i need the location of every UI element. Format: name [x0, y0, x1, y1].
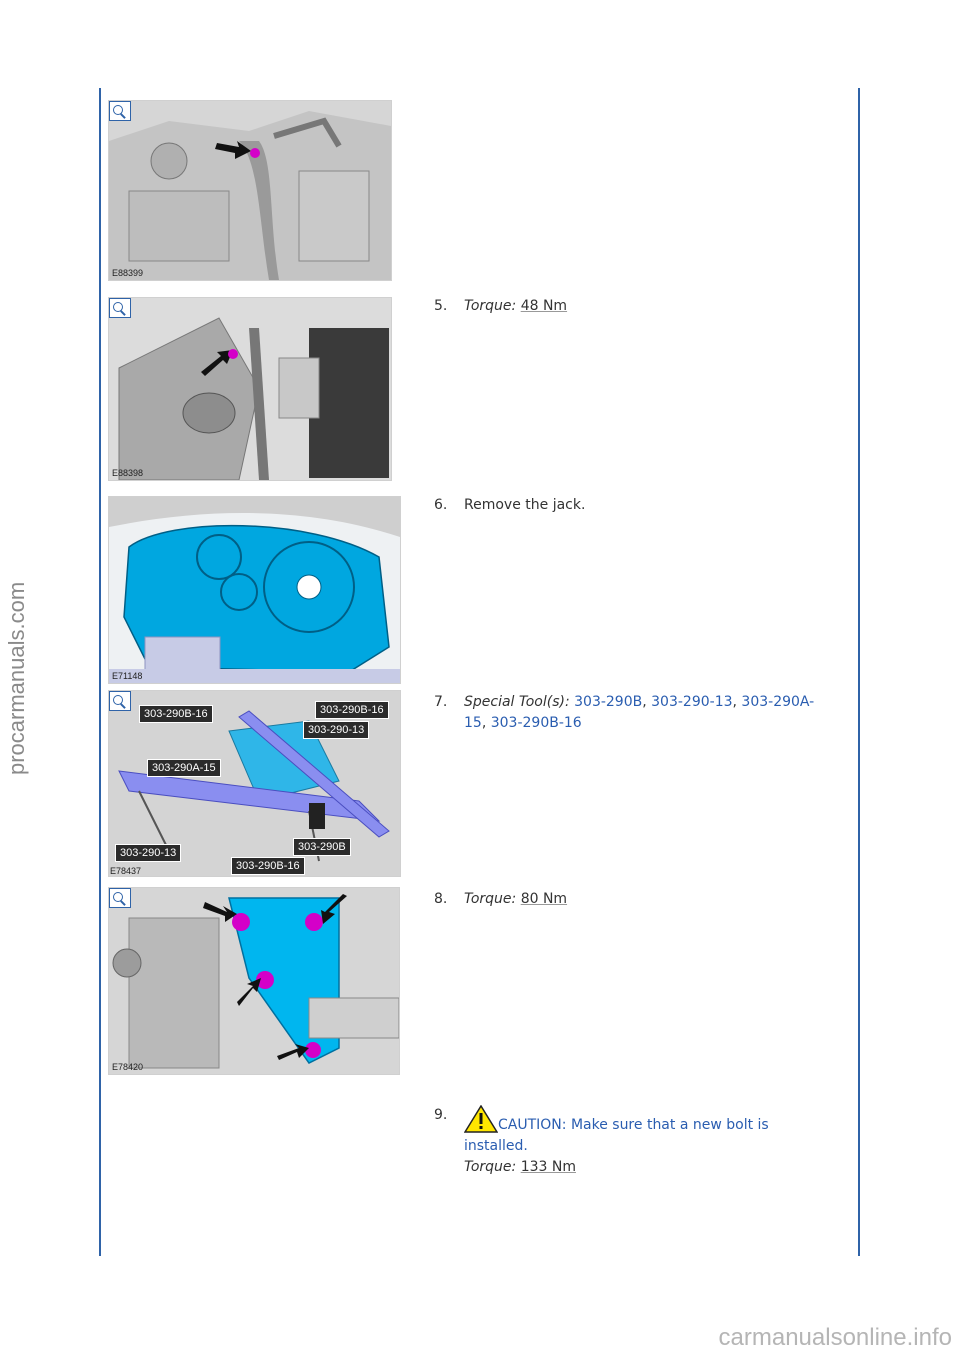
separator: ,	[481, 715, 487, 731]
figure-label: E78437	[110, 866, 142, 876]
figure-label: E88399	[112, 268, 144, 278]
step-5	[434, 296, 824, 317]
special-tools-label: Special Tool(s):	[464, 694, 570, 710]
tool-tag: 303-290B	[293, 838, 351, 856]
side-watermark: procarmanuals.com	[4, 581, 29, 775]
step-number: 8.	[434, 891, 448, 907]
figure-e88399	[108, 100, 392, 281]
tool-tag: 303-290B-16	[231, 857, 305, 875]
left-margin-rule	[99, 88, 101, 1256]
transmission-illustration	[109, 298, 391, 480]
figure-e71148	[108, 496, 401, 684]
figure-label: E71148	[112, 671, 143, 681]
torque-value: 80 Nm	[520, 891, 568, 907]
separator: ,	[642, 694, 647, 710]
right-margin-rule	[858, 88, 860, 1256]
torque-label: Torque:	[464, 891, 517, 907]
tool-tag: 303-290-13	[303, 721, 369, 739]
figure-e88398	[108, 297, 392, 481]
figure-e78437	[108, 690, 401, 877]
torque-label: Torque:	[464, 1159, 517, 1175]
step-number: 5.	[434, 298, 448, 314]
step-number: 6.	[434, 497, 448, 513]
tool-link-303-290a-15[interactable]: 303-290A-15	[464, 694, 815, 731]
figure-label: E78420	[112, 1062, 144, 1072]
step-number: 7.	[434, 694, 448, 710]
mount-bracket-illustration	[109, 888, 399, 1074]
torque-value: 133 Nm	[520, 1159, 576, 1175]
step-8	[434, 889, 824, 910]
engine-illustration	[109, 101, 391, 280]
figure-label: E88398	[112, 468, 144, 478]
tool-tag: 303-290-13	[115, 844, 181, 862]
zoom-icon[interactable]	[109, 888, 131, 908]
step-text: Remove the jack.	[464, 497, 586, 513]
tool-link-303-290-13[interactable]: 303-290-13	[651, 694, 733, 710]
bottom-watermark: carmanualsonline.info	[718, 1324, 952, 1351]
tool-link-303-290b-16[interactable]: 303-290B-16	[490, 715, 582, 731]
zoom-icon[interactable]	[109, 691, 131, 711]
torque-label: Torque:	[464, 298, 517, 314]
tool-tag: 303-290B-16	[315, 701, 389, 719]
step-7	[434, 692, 824, 734]
torque-value: 48 Nm	[520, 298, 568, 314]
separator: ,	[732, 694, 737, 710]
figure-e78420	[108, 887, 400, 1075]
step-6	[434, 495, 824, 516]
gearbox-jack-illustration	[109, 497, 400, 683]
step-9	[434, 1105, 824, 1178]
zoom-icon[interactable]	[109, 101, 131, 121]
zoom-icon[interactable]	[109, 298, 131, 318]
caution-text: CAUTION: Make sure that a new bolt is installed.	[464, 1117, 769, 1154]
tool-link-303-290b[interactable]: 303-290B	[574, 694, 643, 710]
warning-icon	[464, 1105, 498, 1133]
tool-tag: 303-290A-15	[147, 759, 221, 777]
step-number: 9.	[434, 1107, 448, 1123]
tool-tag: 303-290B-16	[139, 705, 213, 723]
